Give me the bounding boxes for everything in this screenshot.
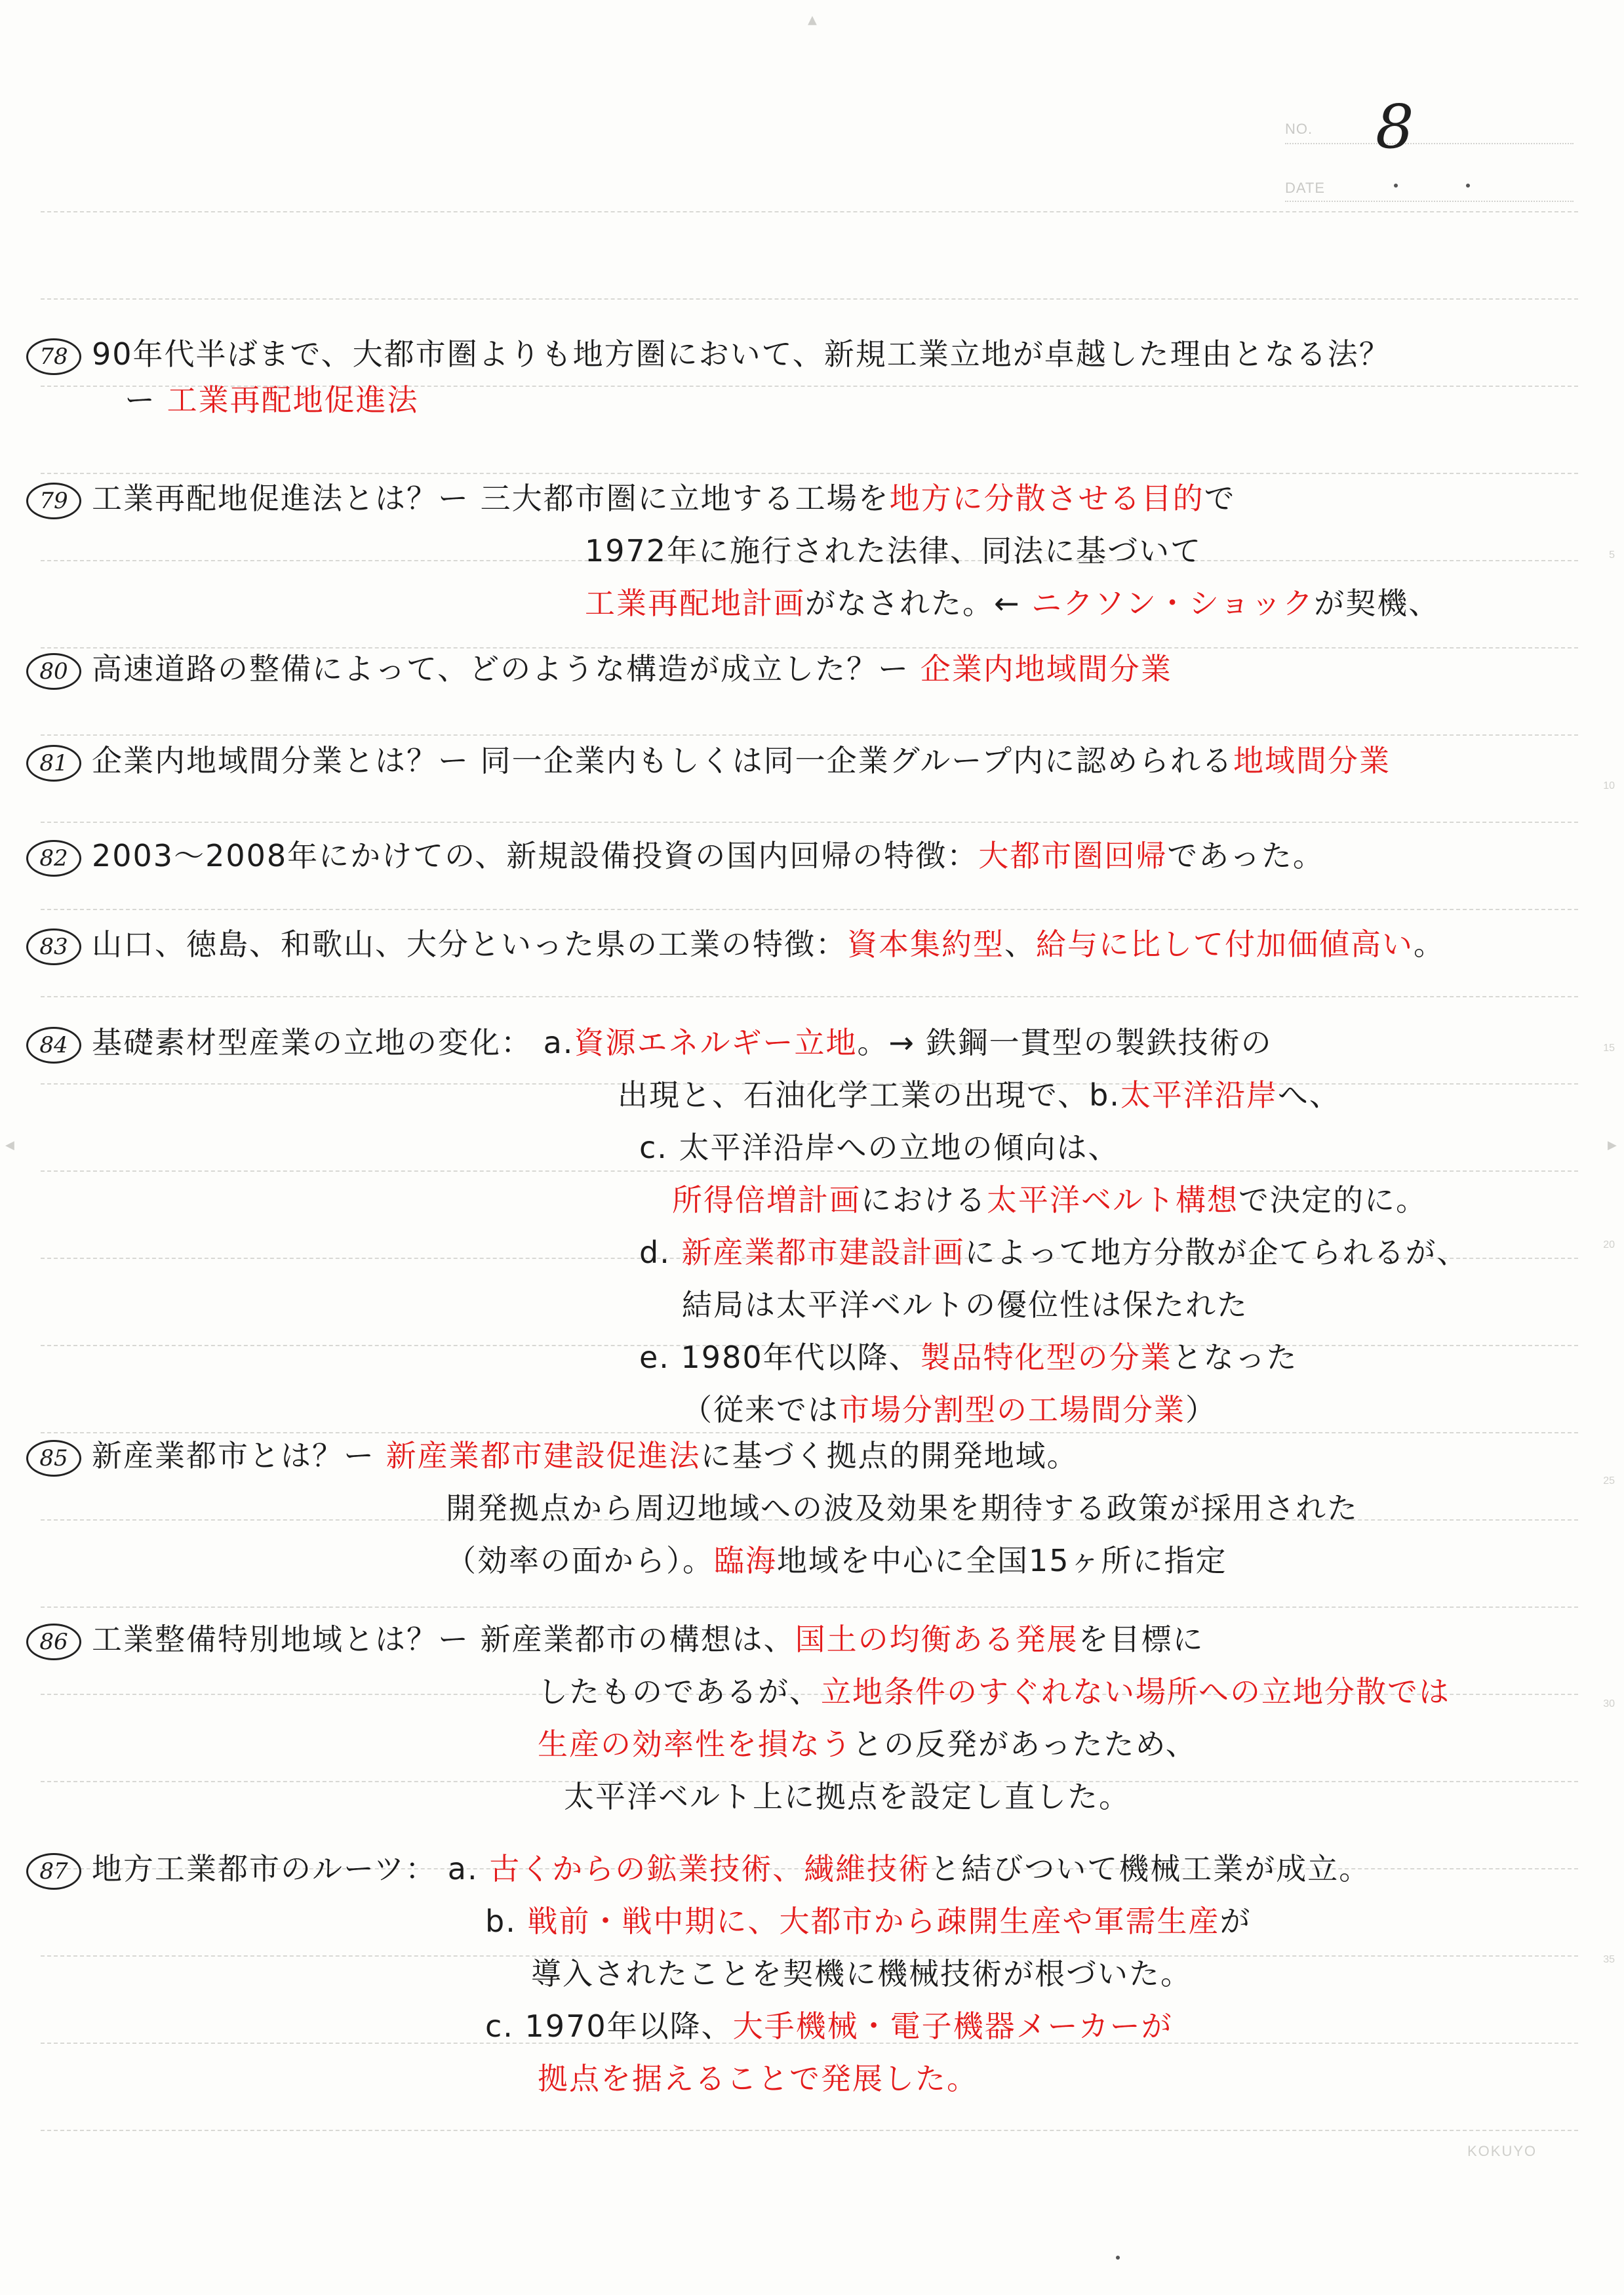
- answer-text: 工業再配地促進法: [167, 382, 419, 418]
- answer-text: 大手機械・電子機器メーカーが: [732, 2008, 1173, 2044]
- note-text: 。→ 鉄鋼一貫型の製鉄技術の: [857, 1025, 1273, 1060]
- answer-text: 臨海: [714, 1543, 777, 1578]
- page-number: 8: [1376, 92, 1414, 162]
- note-line: [585, 584, 1440, 623]
- ruled-line: [41, 734, 1578, 736]
- ruled-line: [41, 996, 1578, 997]
- note-text: 基礎素材型産業の立地の変化： a.: [92, 1025, 574, 1060]
- note-text: 地域を中心に全国15ヶ所に指定: [777, 1543, 1227, 1578]
- note-text: 山口、徳島、和歌山、大分といった県の工業の特徴：: [92, 927, 847, 962]
- note-text: が: [1219, 1904, 1252, 1939]
- note-line: [639, 1233, 1468, 1272]
- note-line: [682, 1390, 1217, 1429]
- question-number-badge: 78: [26, 338, 81, 375]
- note-text: 新産業都市とは？ー: [92, 1438, 386, 1473]
- note-text: 90年代半ばまで、大都市圏よりも地方圏において、新規工業立地が卓越した理由となる法？: [92, 336, 1391, 372]
- question-number-badge: 86: [26, 1624, 81, 1660]
- right-marker-icon: ▶: [1608, 1138, 1617, 1152]
- note-line: [618, 1075, 1341, 1115]
- note-text: c. 1970年以降、: [485, 2008, 733, 2044]
- note-text: がなされた。←: [805, 586, 1032, 621]
- note-text: が契機、: [1314, 586, 1440, 621]
- note-text: 。: [1414, 927, 1445, 962]
- note-text: c. 太平洋沿岸への立地の傾向は、: [639, 1130, 1120, 1165]
- margin-tick: 10: [1603, 780, 1615, 791]
- ruled-line: [41, 822, 1578, 823]
- note-line: [538, 1725, 1197, 1764]
- note-line: [485, 2006, 1173, 2046]
- margin-tick: 25: [1603, 1475, 1615, 1487]
- note-line: [125, 380, 419, 420]
- note-text: で決定的に。: [1238, 1182, 1427, 1218]
- date-underline: [1285, 201, 1574, 202]
- note-text: 工業再配地促進法とは？ー 三大都市圏に立地する工場を: [92, 481, 890, 516]
- answer-text: 地方に分散させる目的: [889, 481, 1204, 516]
- note-text: （効率の面から）。: [446, 1543, 714, 1578]
- question-number-badge: 80: [26, 653, 81, 690]
- question-number-badge: 85: [26, 1440, 81, 1477]
- note-line: [26, 334, 1391, 375]
- answer-text: 新産業都市建設計画: [681, 1235, 965, 1270]
- answer-text: ニクソン・ショック: [1031, 586, 1315, 621]
- answer-text: 生産の効率性を損なう: [538, 1726, 852, 1762]
- ruled-line: [41, 1432, 1578, 1433]
- note-text: で: [1204, 481, 1236, 516]
- ruled-line: [41, 909, 1578, 910]
- note-text: 太平洋ベルト上に拠点を設定し直した。: [564, 1779, 1130, 1814]
- answer-text: 資源エネルギー立地: [574, 1025, 858, 1060]
- question-number-badge: 84: [26, 1027, 81, 1064]
- note-text: に基づく拠点的開発地域。: [700, 1438, 1079, 1473]
- date-label: DATE: [1285, 180, 1326, 196]
- note-line: [538, 2059, 978, 2098]
- note-text: 1972年に施行された法律、同法に基づいて: [585, 533, 1202, 569]
- answer-text: 工業再配地計画: [585, 586, 805, 621]
- note-text: 高速道路の整備によって、どのような構造が成立した？ー: [92, 651, 921, 687]
- answer-text: 資本集約型: [847, 927, 1004, 962]
- ruled-line: [41, 211, 1578, 212]
- answer-text: 地域間分業: [1233, 743, 1391, 778]
- note-text: 結局は太平洋ベルトの優位性は保たれた: [682, 1287, 1248, 1323]
- left-marker-icon: ◀: [5, 1138, 14, 1152]
- note-line: [585, 531, 1202, 570]
- margin-tick: 35: [1603, 1954, 1615, 1965]
- note-text: ー: [125, 382, 167, 418]
- note-text: であった。: [1167, 838, 1324, 873]
- ruled-line: [41, 2130, 1578, 2131]
- note-text: を目標に: [1078, 1622, 1204, 1657]
- note-text: 企業内地域間分業とは？ー 同一企業内もしくは同一企業グループ内に認められる: [92, 743, 1233, 778]
- note-line: [485, 1902, 1251, 1941]
- answer-text: 拠点を据えることで発展した。: [538, 2061, 978, 2096]
- note-text: における: [861, 1182, 987, 1218]
- answer-text: 太平洋沿岸: [1120, 1077, 1278, 1113]
- answer-text: 給与に比して付加価値高い: [1036, 927, 1414, 962]
- answer-text: 太平洋ベルト構想: [987, 1182, 1238, 1218]
- note-text: 開発拠点から周辺地域への波及効果を期待する政策が採用された: [446, 1490, 1358, 1526]
- answer-text: 立地条件のすぐれない場所への立地分散では: [821, 1674, 1450, 1709]
- note-text: したものであるが、: [538, 1674, 821, 1709]
- answer-text: 製品特化型の分業: [920, 1340, 1172, 1375]
- answer-text: 戦前・戦中期に、大都市から疎開生産や軍需生産: [527, 1904, 1220, 1939]
- note-text: e. 1980年代以降、: [639, 1340, 921, 1375]
- note-text: と結びついて機械工業が成立。: [930, 1851, 1371, 1886]
- note-line: [564, 1777, 1130, 1816]
- note-text: 工業整備特別地域とは？ー 新産業都市の構想は、: [92, 1622, 795, 1657]
- brand-logo: KOKUYO: [1467, 2143, 1537, 2159]
- note-line: [538, 1672, 1450, 1711]
- margin-tick: 5: [1609, 549, 1615, 561]
- answer-text: 所得倍増計画: [672, 1182, 861, 1218]
- note-text: 出現と、石油化学工業の出現で、b.: [618, 1077, 1120, 1113]
- margin-tick: 30: [1603, 1698, 1615, 1709]
- note-line: [26, 479, 1236, 519]
- question-number-badge: 82: [26, 840, 81, 877]
- ruled-line: [41, 1606, 1578, 1608]
- ruled-line: [41, 1170, 1578, 1172]
- note-line: [531, 1954, 1192, 1993]
- date-dot: [1394, 184, 1398, 188]
- question-number-badge: 83: [26, 928, 81, 965]
- ruled-line: [41, 647, 1578, 649]
- top-marker-icon: ▲: [808, 13, 817, 27]
- note-line: [26, 1436, 1079, 1477]
- margin-tick: 20: [1603, 1239, 1615, 1250]
- answer-text: 新産業都市建設促進法: [386, 1438, 701, 1473]
- note-line: [682, 1285, 1248, 1325]
- note-text: ）: [1185, 1392, 1217, 1427]
- question-number-badge: 87: [26, 1853, 81, 1890]
- note-text: 2003〜2008年にかけての、新規設備投資の国内回帰の特徴：: [92, 838, 979, 873]
- note-text: となった: [1172, 1340, 1298, 1375]
- note-text: 導入されたことを契機に機械技術が根づいた。: [531, 1956, 1192, 1991]
- note-line: [26, 1849, 1370, 1890]
- no-label: NO.: [1285, 121, 1313, 137]
- note-line: [639, 1128, 1120, 1167]
- bottom-dot: [1116, 2256, 1120, 2260]
- note-line: [26, 925, 1445, 965]
- note-text: 、: [1004, 927, 1036, 962]
- no-underline: [1285, 143, 1574, 144]
- note-line: [639, 1338, 1298, 1377]
- note-line: [446, 1541, 1227, 1580]
- answer-text: 企業内地域間分業: [920, 651, 1172, 687]
- note-text: によって地方分散が企てられるが、: [964, 1235, 1469, 1270]
- note-line: [26, 649, 1172, 690]
- note-line: [672, 1180, 1427, 1220]
- note-text: （従来では: [682, 1392, 839, 1427]
- note-text: へ、: [1277, 1077, 1341, 1113]
- note-line: [26, 1620, 1204, 1660]
- answer-text: 大都市圏回帰: [978, 838, 1168, 873]
- note-text: との反発があったため、: [852, 1726, 1197, 1762]
- note-line: [26, 1023, 1273, 1064]
- answer-text: 古くからの鉱業技術、繊維技術: [489, 1851, 930, 1886]
- note-line: [26, 741, 1391, 782]
- note-text: 地方工業都市のルーツ： a.: [92, 1851, 490, 1886]
- answer-text: 国土の均衡ある発展: [795, 1622, 1079, 1657]
- question-number-badge: 81: [26, 745, 81, 782]
- note-text: d.: [639, 1235, 682, 1270]
- date-dot: [1466, 184, 1470, 188]
- question-number-badge: 79: [26, 483, 81, 519]
- note-text: b.: [485, 1904, 528, 1939]
- margin-tick: 15: [1603, 1043, 1615, 1054]
- ruled-line: [41, 298, 1578, 300]
- note-line: [446, 1488, 1358, 1528]
- note-line: [26, 836, 1324, 877]
- ruled-line: [41, 473, 1578, 474]
- answer-text: 市場分割型の工場間分業: [839, 1392, 1185, 1427]
